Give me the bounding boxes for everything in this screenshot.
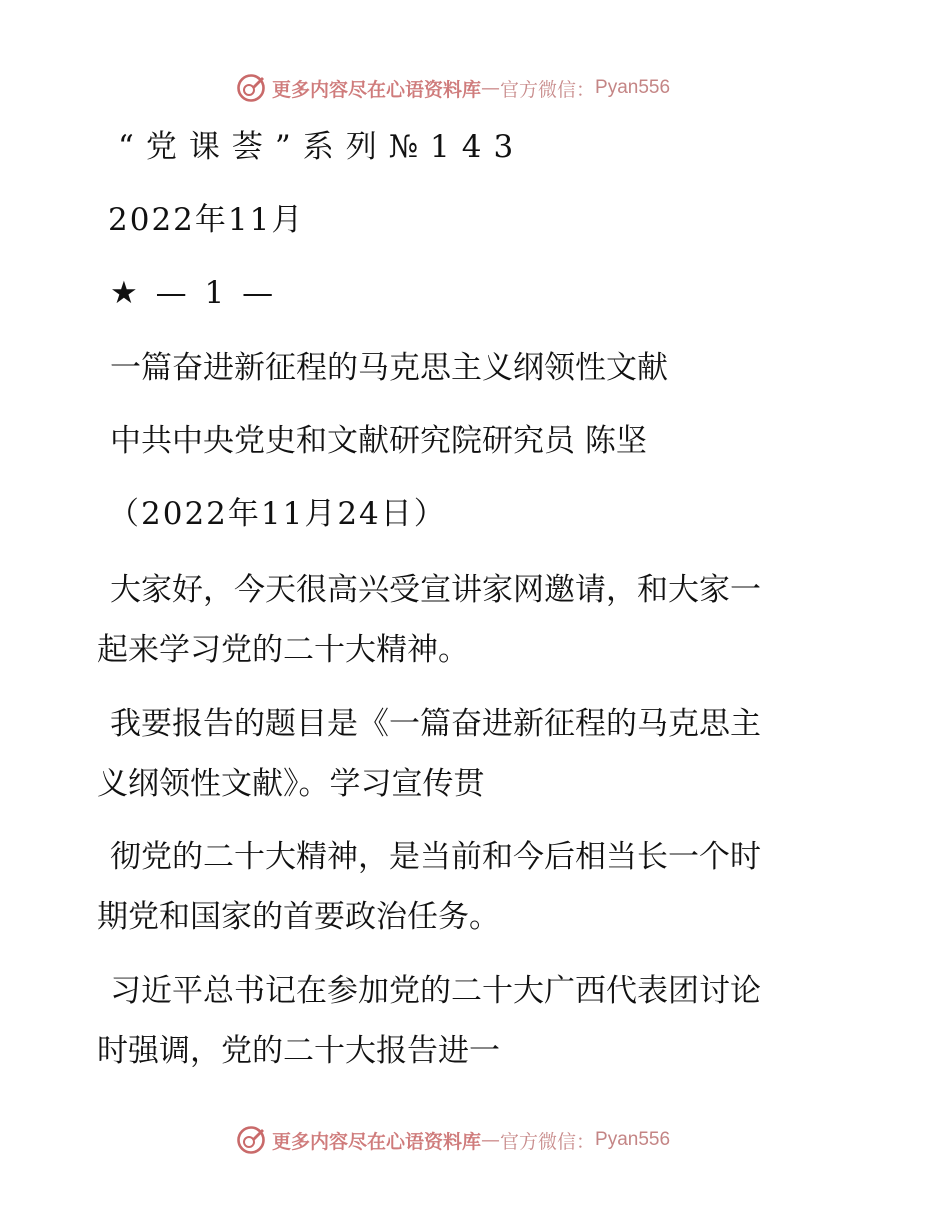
watermark-id: Pyan556 [595,1129,671,1150]
brush-logo-icon [236,73,266,103]
paragraph-line: 时强调，党的二十大报告进一 [97,1033,500,1069]
paragraph-line: 习近平总书记在参加党的二十大广西代表团讨论 [110,973,761,1009]
header-watermark [236,72,670,104]
page-marker: ★ — 1 — [110,275,278,311]
author-line: 中共中央党史和文献研究院研究员 陈坚 [110,423,647,459]
watermark-text: 更多内容尽在心语资料库 [272,78,482,101]
watermark-label: 官方微信： [500,1130,596,1153]
paragraph-line: 起来学习党的二十大精神。 [97,632,469,668]
watermark-text: 更多内容尽在心语资料库 [272,1130,482,1153]
publication-date: 2022年11月 [108,202,305,238]
brush-logo-icon [236,1125,266,1155]
watermark-dash: — [481,77,501,99]
document-title: 一篇奋进新征程的马克思主义纲领性文献 [110,350,668,386]
paragraph-line: 彻党的二十大精神，是当前和今后相当长一个时 [110,839,761,875]
paragraph-line: 期党和国家的首要政治任务。 [97,899,500,935]
paragraph-line: 义纲领性文献》。学习宣传贯 [97,766,485,802]
lecture-date: （2022年11月24日） [108,496,447,532]
footer-watermark [236,1124,670,1156]
paragraph-line: 大家好，今天很高兴受宣讲家网邀请，和大家一 [110,572,761,608]
series-heading: “党课荟”系列№143 [118,129,526,165]
watermark-label: 官方微信： [500,78,596,101]
watermark-dash: — [481,1129,501,1151]
paragraph-line: 我要报告的题目是《一篇奋进新征程的马克思主 [110,706,761,742]
watermark-id: Pyan556 [595,77,671,98]
